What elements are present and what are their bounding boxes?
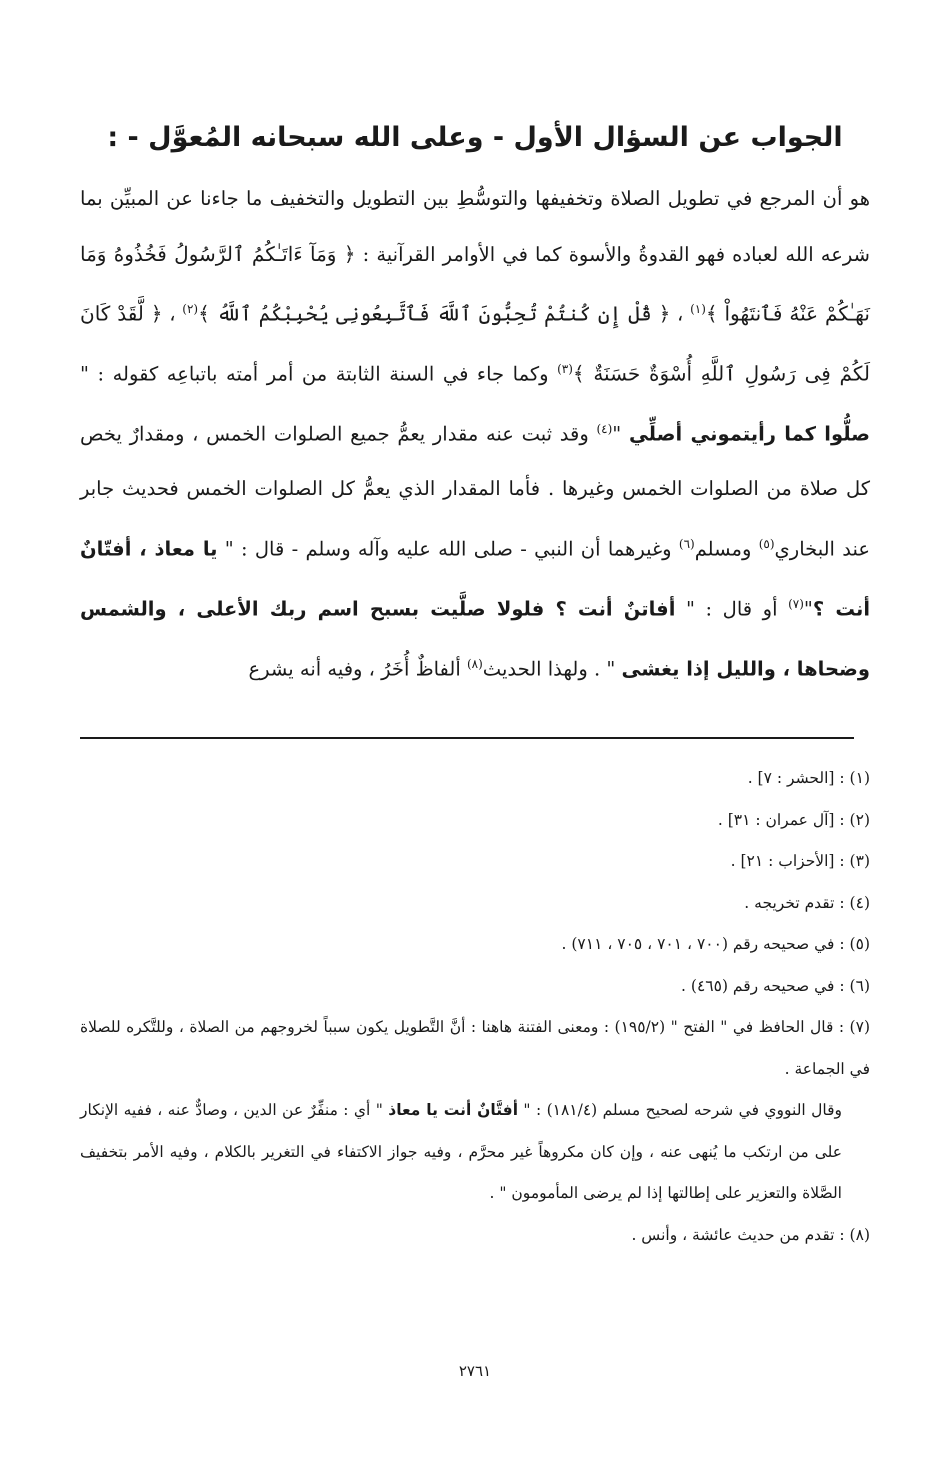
body-text-run: وغيرهما أن النبي - صلى الله عليه وآله وسلم - قال : " <box>217 537 679 560</box>
footnote-text: في صحيحه رقم (٧٠٠ ، ٧٠١ ، ٧٠٥ ، ٧١١) . <box>561 935 840 953</box>
hadith-quote: يا معاذ ، أفتّانٌ أنت ؟ <box>80 537 870 620</box>
footnote-ref: (٢) <box>182 302 199 316</box>
footnote-2 <box>80 800 870 842</box>
body-text-run: " <box>803 597 813 620</box>
body-text-run: ألفاظٌ أُخَرُ ، وفيه أنه يشرع <box>248 657 467 680</box>
body-text-run: ومسلم <box>694 537 759 560</box>
separator: ، <box>162 302 183 326</box>
separator: ، <box>670 302 691 326</box>
body-text-run: وقد ثبت عنه مقدار يعمُّ جميع الصلوات الخمس ، ومقدارٌ يخص كل صلاة من الصلوات الخمس وغيرها . فأما المقدار الذي يعمُّ كل الصلوات الخمس فحديث جابر عند البخاري <box>80 422 871 560</box>
body-text <box>80 172 870 697</box>
quran-verse: ﴿ قُلْ إِن كُنتُمْ تُحِبُّونَ ٱللَّهَ فَٱتَّبِعُونِى يُحْبِبْكُمُ ٱللَّهُ ﴾ <box>198 301 671 326</box>
footnote-4 <box>80 883 870 925</box>
footnote-text: تقدم من حديث عائشة ، وأنس . <box>631 1225 840 1244</box>
footnote-text: قال الحافظ في " الفتح " (١٩٥/٢) : ومعنى الفتنة هاهنا : أنَّ التَّطويل يكون سبباً لخروجهم من الصلاة ، وللتَّكره للصلاة في الجماعة . <box>80 1018 870 1078</box>
body-paragraph <box>80 172 870 697</box>
footnotes <box>80 758 870 1256</box>
footnote-text: تقدم تخريجه . <box>744 893 840 912</box>
footnote-number: (٤) : <box>839 893 870 912</box>
footnote-number: (٢) : <box>839 810 870 829</box>
footnote-ref: (٦) <box>678 536 695 551</box>
body-text-run: هو أن المرجع في تطويل الصلاة وتخفيفها والتوسُّطِ بين التطويل والتخفيف ما جاءنا عن المبيِّن بما شرعه الله لعباده فهو القدوةُ والأسوة كما في الأوامر القرآنية : <box>80 187 870 266</box>
footnote-number: (٧) : <box>838 1018 870 1036</box>
footnote-ref: (٧) <box>788 596 804 611</box>
footnote-divider <box>80 737 854 739</box>
footnote-1 <box>80 758 870 800</box>
footnote-5 <box>80 924 870 966</box>
body-text-run: أو قال : " <box>675 597 789 620</box>
footnote-8 <box>80 1215 870 1257</box>
footnote-text: في صحيحه رقم (٤٦٥) . <box>681 976 840 995</box>
footnote-ref: (٣) <box>557 362 573 376</box>
footnote-ref: (١) <box>690 302 706 316</box>
page-number: ٢٧٦١ <box>458 1362 492 1380</box>
footnote-quote: أفتَّانٌ أنت يا معاذ <box>388 1101 519 1119</box>
footnote-7-continuation <box>80 1090 870 1215</box>
footnote-text: [الحشر : ٧] . <box>747 769 840 787</box>
footnote-text: [آل عمران : ٣١] . <box>717 810 840 829</box>
footnote-number: (٣) : <box>839 852 870 870</box>
footnote-text: وقال النووي في شرحه لصحيح مسلم (١٨١/٤) : " <box>518 1101 842 1119</box>
footnote-ref: (٥) <box>758 536 775 551</box>
footnote-number: (٦) : <box>839 976 870 995</box>
footnote-number: (٥) : <box>839 935 870 953</box>
body-text-run: وكما جاء في السنة الثابتة من أمر أمته باتباعِه كقوله : " <box>80 362 558 386</box>
footnote-text: [الأحزاب : ٢١] . <box>730 852 840 870</box>
footnote-7 <box>80 1007 870 1090</box>
footnote-text: " أي : منفِّرٌ عن الدين ، وصادٌّ عنه ، ففيه الإنكار على من ارتكب ما يُنهى عنه ، وإن كان مكروهاً غير محرَّم ، وفيه جواز الاكتفاء في التغرير بالكلام ، وفيه الأمر بتخفيف الصَّلاة والتعزير على إطالتها إذا لم يرضى المأمومون " . <box>80 1101 842 1202</box>
body-text-run: " . ولهذا الحديث <box>482 657 622 680</box>
footnote-3 <box>80 841 870 883</box>
hadith-quote: صلُّوا كما رأيتموني أصلِّي <box>628 422 871 446</box>
footnote-ref: (٨) <box>466 656 483 671</box>
quran-verse: ﴿ وَمَآ ءَاتَـٰكُمُ ٱلرَّسُولُ فَخُذُوهُ وَمَا نَهَـٰكُمْ عَنْهُ فَٱنتَهُواْ ﴾ <box>80 241 870 326</box>
section-heading: الجواب عن السؤال الأول - وعلى الله سبحانه المُعوَّل - : <box>107 122 843 153</box>
footnote-6 <box>80 966 870 1008</box>
footnote-ref: (٤) <box>596 422 613 436</box>
body-text-run: " <box>612 422 629 446</box>
footnote-number: (١) : <box>839 769 870 787</box>
hadith-quote: أفاتنٌ أنت ؟ فلولا صلَّيت بسبح اسم ربك الأعلى ، والشمس وضحاها ، والليل إذا يغشى <box>80 597 870 680</box>
footnote-number: (٨) : <box>839 1225 870 1244</box>
quran-verse: ﴿ لَّقَدْ كَانَ لَكُمْ فِى رَسُولِ ٱللَّهِ أُسْوَةٌ حَسَنَةٌ ﴾ <box>80 301 870 386</box>
